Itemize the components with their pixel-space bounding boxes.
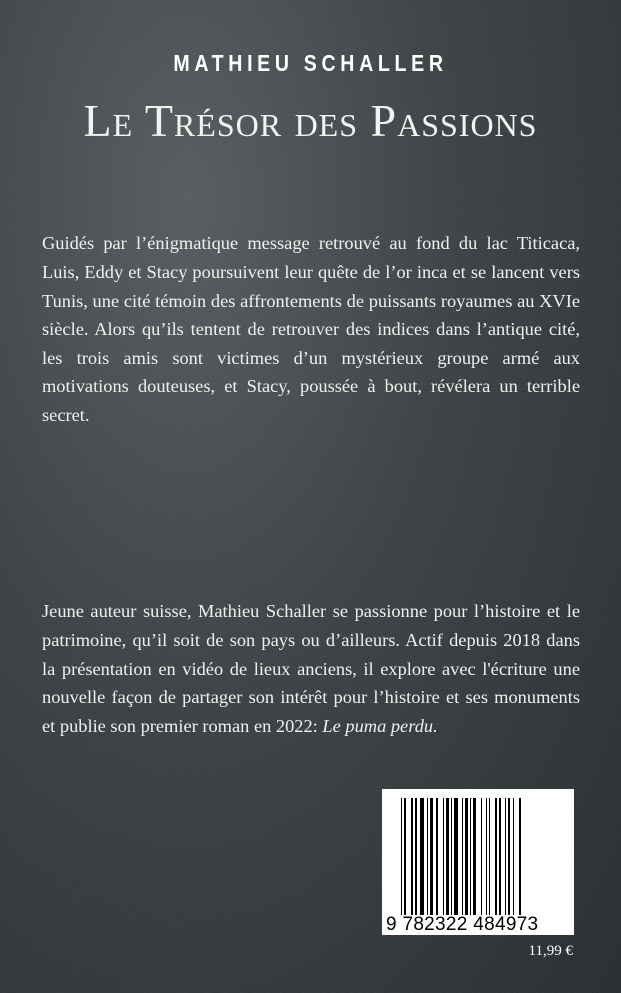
barcode-bar (508, 798, 509, 918)
barcode-bar (443, 798, 444, 918)
barcode-bar (401, 798, 402, 918)
isbn-number: 9 782322 484973 (386, 914, 539, 935)
barcode-bar (486, 798, 487, 918)
synopsis: Guidés par l’énigmatique message retrouvé au fond du lac Titicaca, Luis, Eddy et Stacy poursuivent leur quête de l’or inca et se lancent vers Tunis, une cité témoin des affrontements de puissants royaumes au XVIe siècle. Alors qu’ils tentent de retrouver des indices dans l’antique cité, les trois amis sont victimes d’un mystérieux groupe armé aux motivations douteuses, et Stacy, poussée à bout, révélera un terrible secret. (42, 233, 580, 425)
barcode-bar (499, 798, 502, 918)
book-title: Le Trésor des Passions (83, 95, 538, 146)
barcode-bar (519, 798, 520, 918)
barcode-bar (470, 798, 471, 918)
barcode-bar (489, 798, 490, 918)
barcode-bar (495, 798, 496, 918)
barcode-bar (436, 798, 437, 918)
barcode-bar (451, 798, 452, 918)
barcode-bar (420, 798, 424, 918)
author-name: MATHIEU SCHALLER (173, 50, 448, 76)
barcode-bar (473, 798, 476, 918)
previous-book-title: Le puma perdu. (322, 715, 438, 736)
author-bio (42, 597, 580, 740)
barcode-bar (505, 798, 506, 918)
barcode-bar (446, 798, 449, 918)
author-bio-text: Jeune auteur suisse, Mathieu Schaller se passionne pour l’histoire et le patrimoine, qu’il soit de son pays ou d’ailleurs. Actif depuis 2018 dans la présentation en vidéo de lieux anciens, il explore avec l'écriture une nouvelle façon de partager son intérêt pour l’histoire et ses monuments et publie son premier roman en 2022: (42, 601, 580, 736)
barcode-bar (481, 798, 482, 918)
barcode-bar (411, 798, 414, 918)
barcode-bar (427, 798, 428, 918)
barcode-bar (404, 798, 405, 918)
price: 11,99 € (528, 943, 573, 959)
barcode-bar (465, 798, 468, 918)
barcode-bar (415, 798, 416, 918)
barcode-bar (430, 798, 433, 918)
barcode-bar (513, 798, 514, 918)
barcode-bar (454, 798, 458, 918)
barcode-bars (401, 798, 563, 918)
barcode-bar (462, 798, 463, 918)
barcode (382, 789, 574, 935)
